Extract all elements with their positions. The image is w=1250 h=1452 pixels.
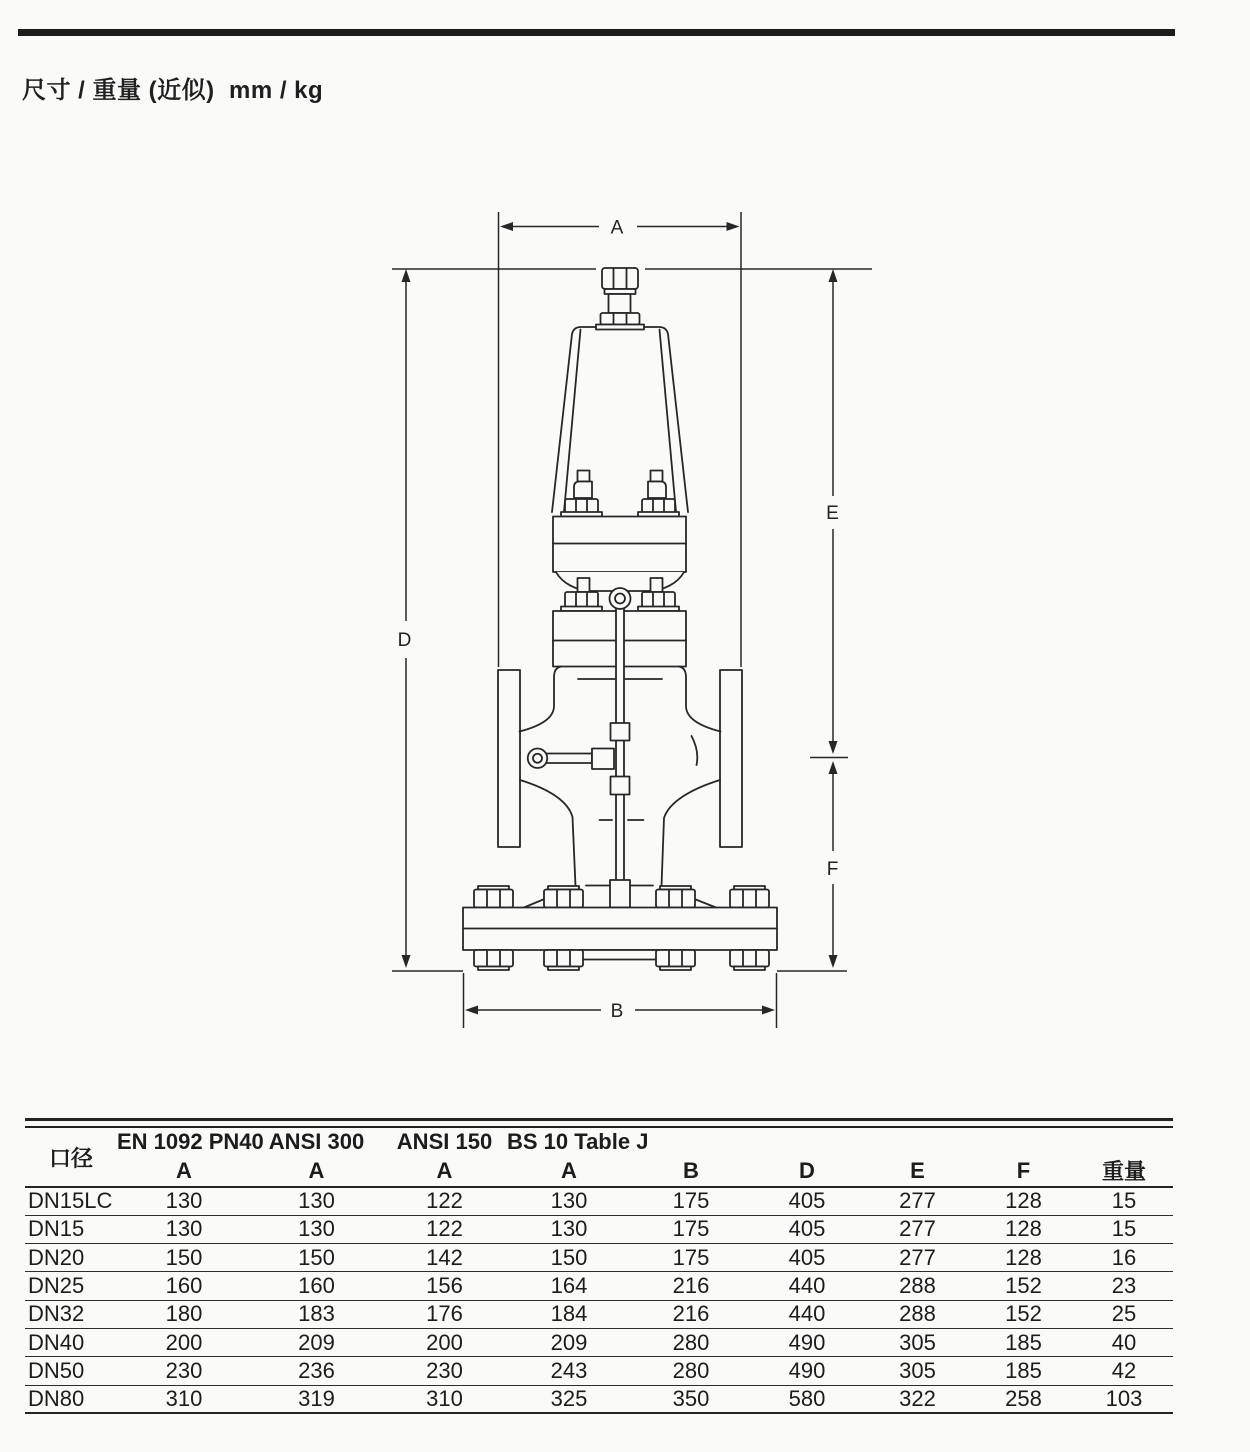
table-row-dn40: DN40 200 209 200 209 280 490 305 185 40: [25, 1328, 1173, 1356]
cell-bore: DN40: [28, 1329, 85, 1355]
table-top-rule-2: [25, 1126, 1173, 1129]
arrowhead-right-icon: [762, 1006, 775, 1015]
page-title: 尺寸 / 重量 (近似) mm / kg: [22, 77, 324, 104]
arrowhead-down-icon: [402, 955, 411, 968]
col-header-a3: A: [436, 1157, 453, 1183]
table-sub-header-row: [25, 1155, 1173, 1187]
col-group-bs10: BS 10 Table J: [507, 1129, 649, 1154]
col-header-a1: A: [176, 1157, 192, 1183]
pipe-union: [610, 588, 631, 609]
pilot-pipe: [616, 607, 624, 883]
bottom-cover-bar: [582, 950, 657, 960]
cell-bore: DN25: [28, 1273, 85, 1299]
table-group-header-row: [25, 1129, 1173, 1155]
arrowhead-down-icon: [829, 741, 838, 754]
col-header-weight: 重量: [1101, 1159, 1146, 1184]
tee-fitting: [592, 749, 614, 770]
table-row-dn50: DN50 230 236 230 243 280 490 305 185 42: [25, 1357, 1173, 1385]
col-group-en1092: EN 1092 PN40: [117, 1129, 264, 1154]
dim-label-f: F: [826, 859, 839, 880]
arrowhead-up-icon: [829, 761, 838, 774]
dimension-f: [827, 761, 839, 968]
col-header-bore: 口径: [48, 1146, 93, 1171]
outlet-flange: [720, 670, 742, 847]
adjustment-stem: [596, 268, 644, 330]
arrowhead-up-icon: [402, 269, 411, 282]
table-row-dn25: DN25 160 160 156 164 216 440 288 152 23: [25, 1272, 1173, 1300]
col-header-a2: A: [308, 1157, 325, 1183]
pipe-fitting: [611, 777, 630, 795]
dim-label-b: B: [610, 1001, 624, 1022]
table-row-dn15: DN15 130 130 122 130 175 405 277 128 15: [25, 1215, 1173, 1243]
arrowhead-up-icon: [829, 269, 838, 282]
dimensions-table-wrap: [25, 1118, 1173, 1414]
dimension-e: [826, 269, 839, 754]
arrowhead-down-icon: [829, 955, 838, 968]
col-header-a4: A: [561, 1157, 577, 1183]
arrowhead-left-icon: [500, 222, 513, 231]
arrowhead-left-icon: [465, 1006, 478, 1015]
seat-passage-arc: [692, 736, 698, 765]
col-group-ansi300: ANSI 300: [268, 1129, 365, 1154]
dimension-b: [465, 1001, 775, 1022]
cell-bore: DN80: [28, 1385, 85, 1411]
table-row-dn20: DN20 150 150 142 150 175 405 277 128 16: [25, 1244, 1173, 1272]
arrowhead-right-icon: [727, 222, 740, 231]
table-row-dn15lc: DN15LC 130 130 122 130 175 405 277 128 15: [25, 1187, 1173, 1215]
dimension-a: [500, 218, 740, 239]
dimension-d: [398, 269, 412, 968]
cell-bore: DN50: [28, 1357, 85, 1383]
spring-housing: [552, 327, 688, 512]
col-header-b: B: [683, 1157, 699, 1183]
sensing-connection: [528, 749, 548, 769]
dim-label-a: A: [610, 217, 624, 239]
pilot-flange-block: [553, 517, 686, 573]
dim-label-d: D: [397, 630, 412, 651]
cell-bore: DN20: [28, 1244, 85, 1270]
sensing-pipe: [546, 754, 592, 764]
col-header-d: D: [799, 1157, 815, 1183]
table-row-dn80: DN80 310 319 310 325 350 580 322 258 103: [25, 1385, 1173, 1413]
col-header-e: E: [910, 1157, 925, 1183]
col-header-f: F: [1016, 1157, 1031, 1183]
pipe-bottom-connector: [610, 880, 630, 908]
cell-bore: DN15: [28, 1216, 85, 1242]
pipe-fitting: [611, 723, 630, 741]
table-row-dn32: DN32 180 183 176 184 216 440 288 152 25: [25, 1300, 1173, 1328]
cell-bore: DN15LC: [28, 1188, 113, 1214]
inlet-flange: [498, 670, 520, 847]
col-group-ansi150: ANSI 150: [396, 1129, 493, 1154]
table-top-rule: [25, 1118, 1173, 1121]
dimensions-table: [25, 1129, 1173, 1414]
cell-bore: DN32: [28, 1301, 85, 1327]
dim-label-e: E: [826, 503, 839, 524]
